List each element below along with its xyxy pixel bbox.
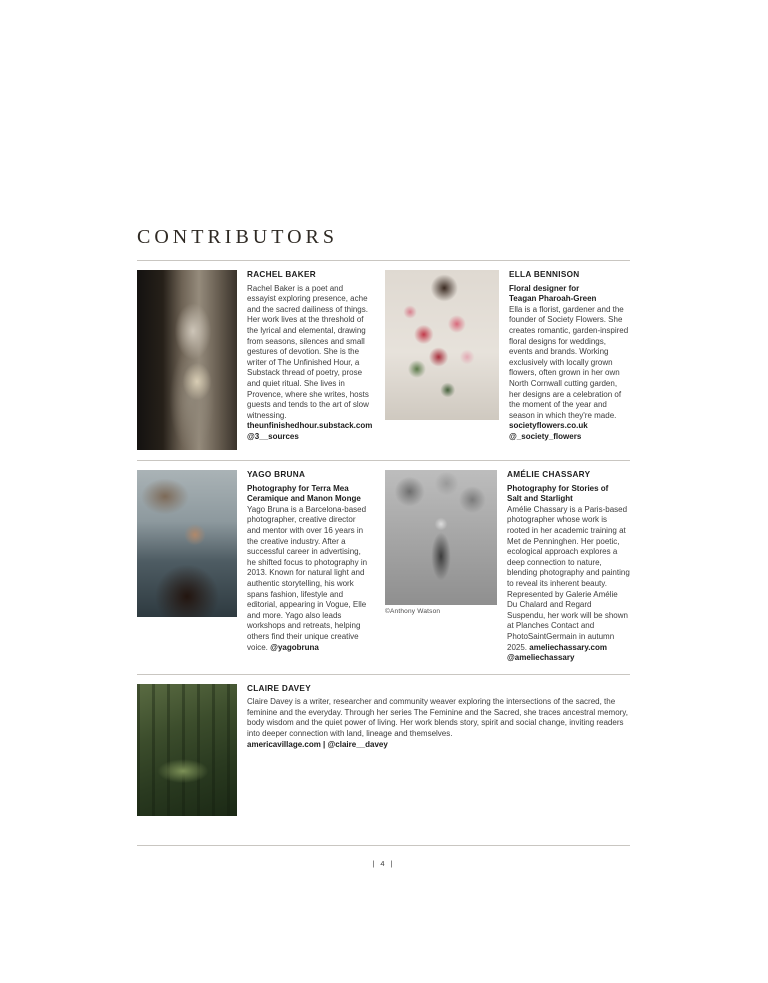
contributor-role: Floral designer for: [509, 283, 580, 293]
contributor-link[interactable]: societyflowers.co.uk: [509, 421, 588, 431]
contributor-role: Photography for Terra Mea: [247, 483, 349, 493]
contributor-text: [247, 270, 372, 443]
contributor-card-rachel-baker: [137, 270, 373, 450]
contributors-row-3: [137, 675, 630, 816]
contributor-bio: [507, 505, 630, 653]
contributor-link[interactable]: theunfinishedhour.substack.com: [247, 421, 373, 431]
contributor-card-amelie-chassary: [385, 470, 630, 664]
contributor-handle[interactable]: @3__sources: [247, 431, 299, 441]
contributor-role: Salt and Starlight: [507, 494, 573, 504]
contributor-photo-yago-bruna: [137, 470, 237, 617]
contributor-bio-text: Amélie Chassary is a Paris-based photographer whose work is rooted in her academic training at Met de Penninghen. Her poetic, ecological approach explores a deep connection to nature, blending photography and painting to reveal its inherent beauty. Represented by Galerie Amélie Du Chalard and Regard Suspendu, her work will be shown at Planches Contact and PhotoSaintGermain in autumn 2025.: [507, 504, 630, 652]
contributor-photo-claire-davey: [137, 684, 237, 816]
contributor-photo-rachel-baker: [137, 270, 237, 450]
contributor-link[interactable]: ameliechassary.com: [529, 642, 607, 652]
contributor-role: Ceramique and Manon Monge: [247, 494, 361, 504]
contributor-handle[interactable]: @ameliechassary: [507, 653, 575, 663]
contributor-name: AMÉLIE CHASSARY: [507, 470, 591, 479]
contributors-row-1: [137, 261, 630, 450]
contributors-row-2: [137, 461, 630, 664]
contributor-text: [247, 684, 630, 751]
contributor-photo-ella-bennison: [385, 270, 499, 420]
contributor-name: CLAIRE DAVEY: [247, 683, 311, 693]
contributor-role: Teagan Pharoah-Green: [509, 294, 597, 304]
contributor-card-claire-davey: [137, 684, 630, 816]
photo-credit: ©Anthony Watson: [385, 608, 441, 615]
contributor-role: Photography for Stories of: [507, 483, 609, 493]
contributor-card-yago-bruna: [137, 470, 370, 653]
contributor-name: RACHEL BAKER: [247, 270, 316, 279]
page-number: | 4 |: [372, 859, 395, 868]
contributor-bio-text: Yago Bruna is a Barcelona-based photographer, creative director and mentor with over 16 years in the creative industry. After a successful career in advertising, he shifted focus to photography in 2013. Known for natural light and authentic storytelling, his work spans fashion, lifestyle and editorial, appearing in Vogue, Elle and more. Yago also leads workshops and retreats, helping others find their unique creative voice.: [247, 504, 368, 652]
contributor-text: [507, 470, 630, 664]
contributor-text: [509, 270, 630, 443]
contributor-photo-amelie-chassary: [385, 470, 497, 605]
contributor-bio: [247, 505, 370, 653]
page-title: CONTRIBUTORS: [137, 226, 338, 248]
contributor-handle[interactable]: @yagobruna: [270, 642, 319, 652]
contributor-bio: Ella is a florist, gardener and the founder of Society Flowers. She creates romantic, garden-inspired floral designs for weddings, events and brands. Working exclusively with locally grown flowers, often grown in her own North Cornwall cutting garden, her designs are a celebration of the moment of the year and season in which they're made.: [509, 304, 629, 420]
contributor-handle[interactable]: @_society_flowers: [509, 431, 582, 441]
contributor-photo-column: [385, 470, 497, 615]
contributor-text: [247, 470, 370, 653]
contributor-bio: Claire Davey is a writer, researcher and community weaver exploring the intersections of the sacred, the feminine and the everyday. Through her series The Feminine and the Sacred, she traces ancestral memory, body wisdom and the quiet power of living. Her work blends story, spirit and social change, inviting readers into deeper connection with land, lineage and themselves.: [247, 697, 628, 739]
contributors-section: [137, 226, 630, 816]
page-footer: [137, 845, 630, 871]
contributor-name: ELLA BENNISON: [509, 270, 580, 279]
contributor-name: YAGO BRUNA: [247, 470, 306, 479]
contributor-card-ella-bennison: [385, 270, 630, 443]
contributor-link[interactable]: americavillage.com | @claire__davey: [247, 739, 388, 749]
contributor-bio: Rachel Baker is a poet and essayist exploring presence, ache and the sacred dailiness of things. Her work lives at the threshold of the lyrical and elemental, drawing from seasons, silences and small gestures of devotion. She is the writer of The Unfinished Hour, a Substack thread of poetry, prose and quiet ritual. She lives in Provence, where she writes, hosts guests and tends to the art of slow witnessing.: [247, 283, 369, 420]
